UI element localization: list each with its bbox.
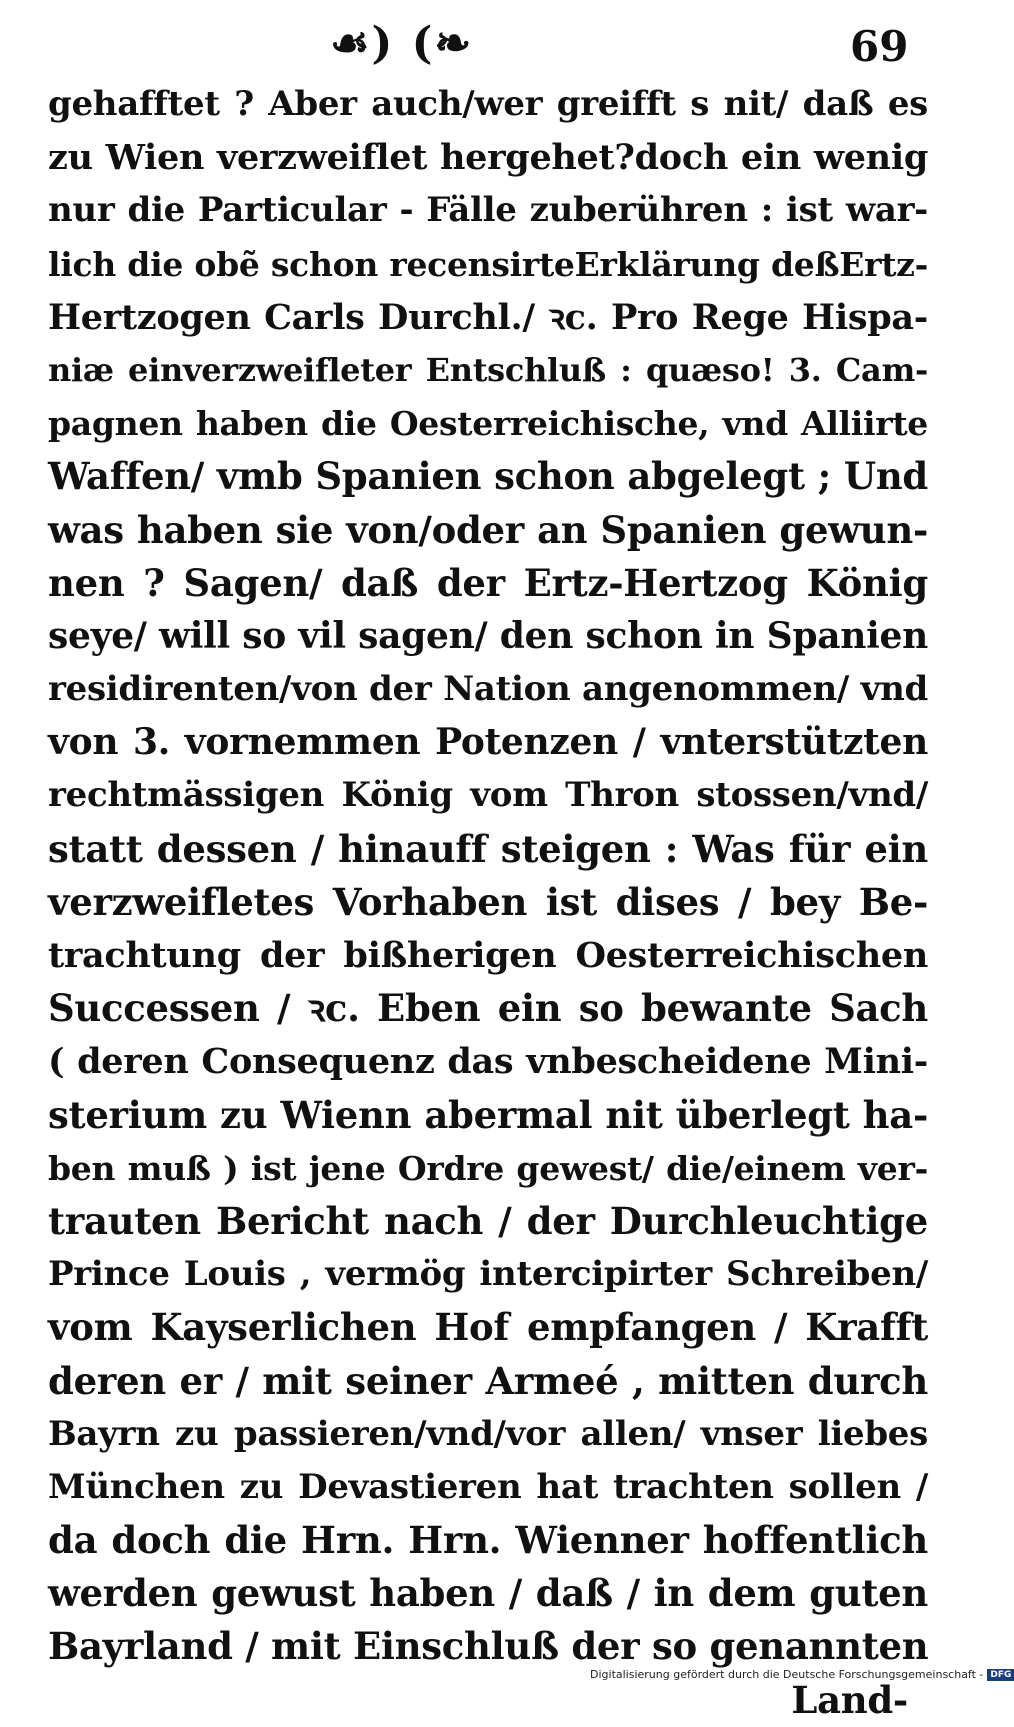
text-line: lich die obẽ schon recensirteErklärung deßErtz-	[48, 244, 928, 284]
text-line: werden gewust haben / daß / in dem guten	[48, 1571, 928, 1616]
text-line: nur die Particular - Fälle zuberühren : ist war-	[48, 190, 928, 231]
ornament-fleuron: ☙) (❧	[330, 18, 474, 69]
text-line: rechtmässigen König vom Thron stossen/vnd/	[48, 775, 928, 816]
body-text	[48, 78, 928, 1727]
digitization-credit	[590, 1668, 1014, 1681]
text-line: seye/ will so vil sagen/ den schon in Spanien	[48, 614, 928, 657]
text-line: sterium zu Wienn abermal nit überlegt ha-	[48, 1092, 928, 1137]
text-line: Prince Louis , vermög intercipirter Schreiben/	[48, 1254, 928, 1295]
page-number: 69	[850, 22, 909, 71]
text-line: da doch die Hrn. Hrn. Wienner hoffentlich	[48, 1518, 928, 1563]
text-line: trachtung der bißherigen Oesterreichischen	[48, 935, 928, 976]
credit-text: Digitalisierung gefördert durch die Deutsche Forschungsgemeinschaft -	[590, 1668, 984, 1681]
text-line: Hertzogen Carls Durchl./ ꝛc. Pro Rege Hispa-	[48, 296, 928, 338]
running-head	[0, 14, 1000, 74]
text-line: nen ? Sagen/ daß der Ertz-Hertzog König	[48, 560, 928, 605]
text-line: gehafftet ? Aber auch/wer greifft s nit/ daß es	[48, 84, 928, 124]
text-line: niæ einverzweifleter Entschluß : quæso! 3. Cam-	[48, 350, 928, 389]
text-line: statt dessen / hinauff steigen : Was für ein	[48, 826, 928, 871]
text-line: vom Kayserlichen Hof empfangen / Krafft	[48, 1305, 928, 1350]
text-line: trauten Bericht nach / der Durchleuchtige	[48, 1198, 928, 1243]
catchword: Land-	[791, 1677, 908, 1722]
text-line: von 3. vornemmen Potenzen / vnterstützten	[48, 721, 928, 764]
text-line: deren er / mit seiner Armeé , mitten durch	[48, 1358, 928, 1403]
text-line: zu Wien verzweiflet hergehet?doch ein wenig	[48, 137, 928, 179]
text-line: Waffen/ vmb Spanien schon abgelegt ; Und	[48, 454, 928, 499]
text-line: ben muß ) ist jene Ordre gewest/ die/einem ver-	[48, 1148, 928, 1188]
text-line: Successen / ꝛc. Eben ein so bewante Sach	[48, 986, 928, 1031]
text-line: was haben sie von/oder an Spanien gewun-	[48, 507, 928, 552]
text-line: residirenten/von der Nation angenommen/ vnd	[48, 669, 928, 710]
text-line: ( deren Consequenz das vnbescheidene Mini-	[48, 1041, 928, 1083]
text-line: verzweifletes Vorhaben ist dises / bey Be-	[48, 879, 928, 924]
dfg-logo: DFG	[987, 1669, 1014, 1681]
text-line: München zu Devastieren hat trachten sollen /	[48, 1466, 928, 1507]
text-line: pagnen haben die Oesterreichische, vnd Alliirte	[48, 404, 928, 444]
text-line: Bayrland / mit Einschluß der so genannten	[48, 1624, 929, 1669]
text-line: Bayrn zu passieren/vnd/vor allen/ vnser liebes	[48, 1413, 928, 1454]
